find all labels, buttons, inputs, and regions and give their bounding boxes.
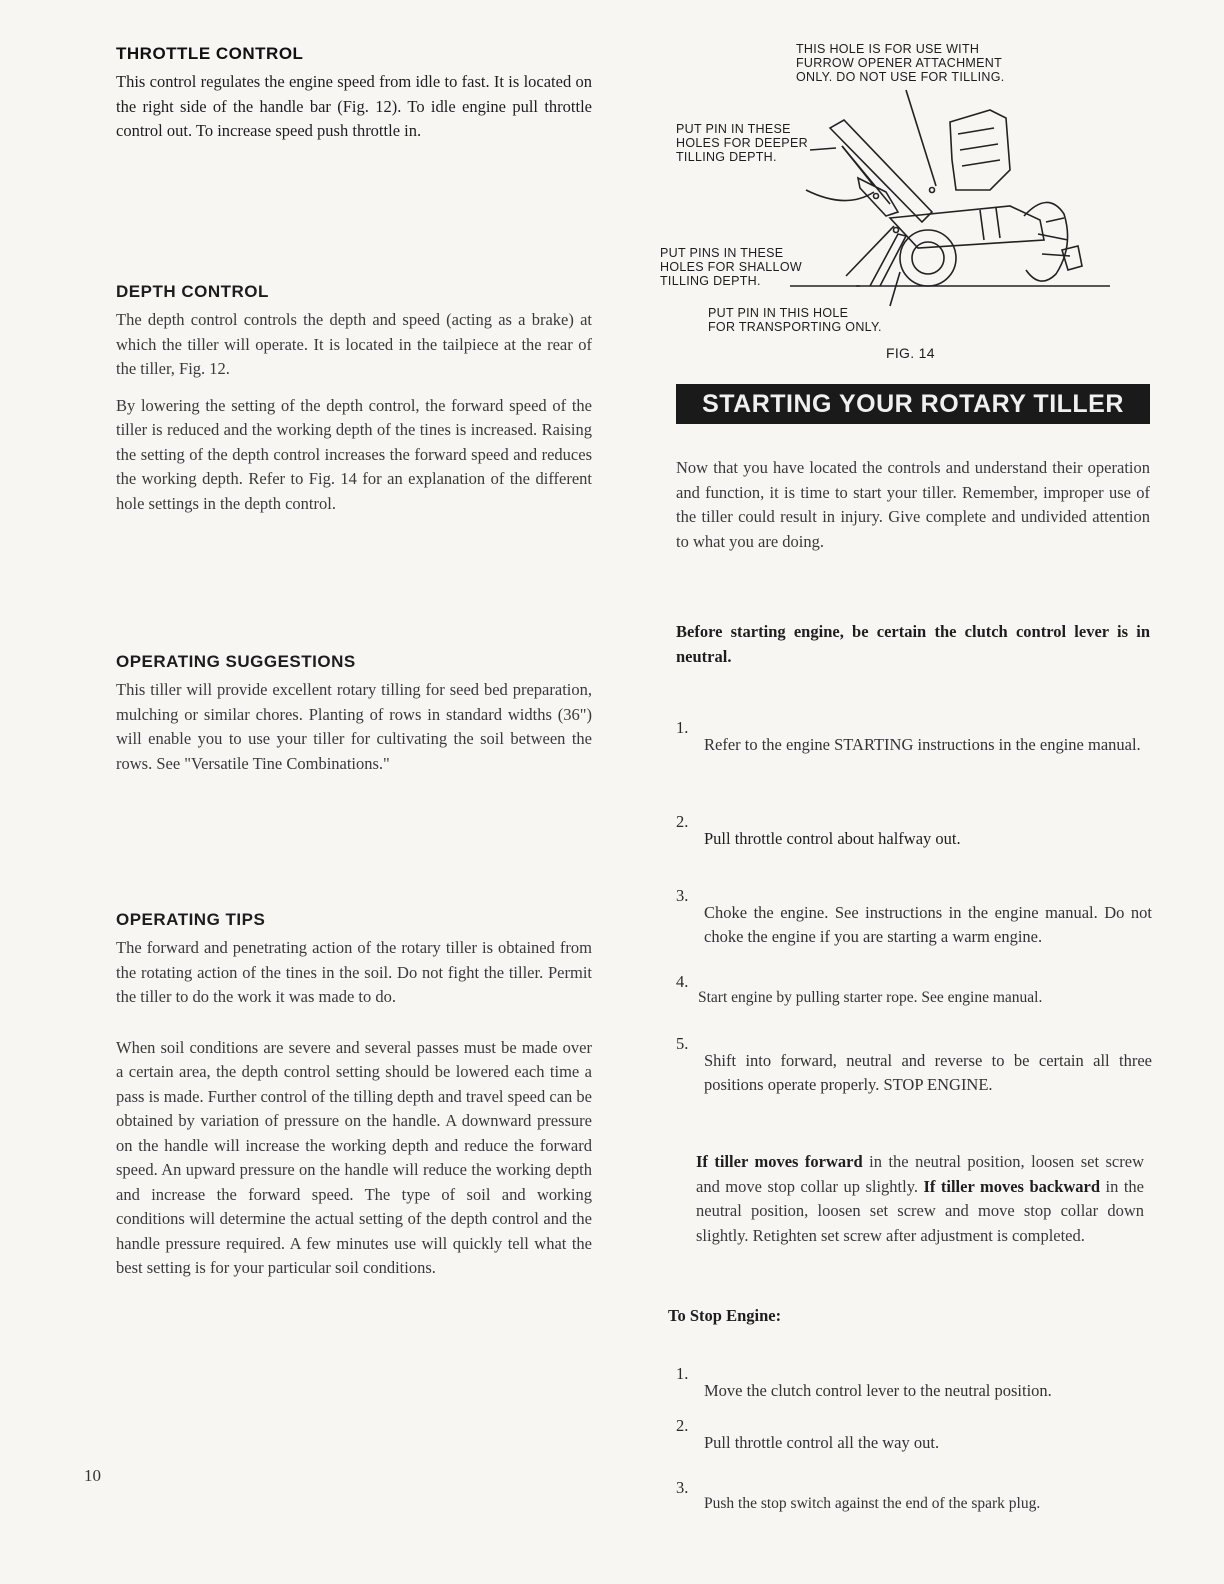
start-step-3 <box>676 884 1152 966</box>
throttle-heading: THROTTLE CONTROL <box>116 44 304 63</box>
suggestions-body: This tiller will provide excellent rotary tilling for seed bed preparation, mulching or similar chores. Planting of rows in standard widths (36") will enable you to use your tiller for cultivating the soil between the rows. See "Versatile Tine Combinations." <box>116 680 592 773</box>
tiller-drawing <box>660 40 1160 370</box>
callout-furrow-line-3: ONLY. DO NOT USE FOR TILLING. <box>796 70 1005 84</box>
callout-furrow-line-2: FURROW OPENER ATTACHMENT <box>796 56 1003 70</box>
figure-14 <box>660 40 1160 370</box>
tine-hood <box>1024 202 1068 281</box>
start-step-2-number: 2. <box>676 812 689 831</box>
stop-step-1 <box>676 1362 1152 1420</box>
pin-hole-furrow <box>930 188 935 193</box>
starting-intro <box>676 456 1150 554</box>
adjust-forward-text: in the neutral position, loosen set screw and move stop collar up slightly. <box>696 1152 1144 1196</box>
stop-step-2 <box>676 1414 1152 1472</box>
stop-heading-block <box>668 1304 1148 1329</box>
throttle-body: This control regulates the engine speed from idle to fast. It is located on the right side of the handle bar (Fig. 12). To idle engine pull throttle control out. To increase speed push throttle in. <box>116 72 592 140</box>
callout-shallow-line-1: PUT PINS IN THESE <box>660 246 784 260</box>
suggestions-section <box>116 652 592 776</box>
stop-step-3 <box>676 1476 1152 1532</box>
callout-shallow-line-2: HOLES FOR SHALLOW <box>660 260 802 274</box>
wheel-outer <box>900 230 956 286</box>
start-step-2 <box>676 810 1152 868</box>
adjust-backward-text: in the neutral position, loosen set screw and move stop collar down slightly. Retighten set screw after adjustment is completed. <box>696 1176 1145 1245</box>
leader-furrow <box>906 90 936 186</box>
start-step-4-text: Start engine by pulling starter rope. See engine manual. <box>698 988 1043 1006</box>
warning-block <box>676 620 1150 669</box>
warning-text: Before starting engine, be certain the clutch control lever is in neutral. <box>676 622 1150 666</box>
leader-shallow <box>846 226 894 276</box>
stop-step-1-number: 1. <box>676 1364 689 1383</box>
start-step-1 <box>676 716 1152 774</box>
stop-step-1-text: Move the clutch control lever to the neutral position. <box>704 1380 1052 1400</box>
engine-block <box>950 110 1010 190</box>
stop-step-2-number: 2. <box>676 1416 689 1435</box>
start-step-5-number: 5. <box>676 1034 689 1053</box>
callout-deeper-line-1: PUT PIN IN THESE <box>676 122 791 136</box>
figure-caption-text: FIG. 14 <box>886 345 935 361</box>
adjust-forward-lead: If tiller moves forward <box>696 1152 863 1171</box>
tips-paragraph-2: When soil conditions are severe and several passes must be made over a certain area, the depth control setting should be lowered each time a pass is made. Further control of the tilling depth and travel speed can be obtained by variation of pressure on the handle. A downward pressure on the handle will increase the working depth and reduce the forward speed. An upward pressure on the handle will reduce the working depth and increase the forward speed. The type of soil and working conditions will determine the actual setting of the depth control and the handle pressure required. A few minutes use will quickly tell what the best setting is for your particular soil conditions. <box>116 1037 592 1277</box>
start-step-1-number: 1. <box>676 718 689 737</box>
stop-step-3-text: Push the stop switch against the end of the spark plug. <box>704 1494 1041 1512</box>
tips-section <box>116 910 592 1281</box>
start-step-4 <box>676 970 1152 1026</box>
pin-hole-deeper <box>874 194 879 199</box>
start-step-3-text: Choke the engine. See instructions in the engine manual. Do not choke the engine if you are starting a warm engine. <box>704 902 1152 946</box>
callout-transport-line-2: FOR TRANSPORTING ONLY. <box>708 320 882 334</box>
callout-deeper-line-2: HOLES FOR DEEPER <box>676 136 808 150</box>
start-step-5 <box>676 1032 1152 1114</box>
throttle-section <box>116 44 592 144</box>
leader-transport <box>890 272 900 306</box>
start-step-3-number: 3. <box>676 886 689 905</box>
adjust-backward-lead: If tiller moves backward <box>923 1176 1101 1196</box>
stop-heading: To Stop Engine: <box>668 1306 782 1325</box>
engine-fins <box>958 128 1000 166</box>
callout-deeper-line-3: TILLING DEPTH. <box>676 150 777 164</box>
start-step-2-text: Pull throttle control about halfway out. <box>704 828 961 848</box>
chassis-ribs <box>980 208 1000 240</box>
starting-intro-text: Now that you have located the controls and understand their operation and function, it is time to start your tiller. Remember, improper use of the tiller could result in injury. Give complete and undivided attention to what you are doing. <box>676 458 1150 551</box>
adjustment-text <box>696 1150 1144 1248</box>
suggestions-heading: OPERATING SUGGESTIONS <box>116 652 356 671</box>
tine-shield <box>1062 246 1082 270</box>
stop-step-3-number: 3. <box>676 1478 689 1497</box>
callout-furrow-line-1: THIS HOLE IS FOR USE WITH <box>796 42 980 56</box>
start-step-5-text: Shift into forward, neutral and reverse to be certain all three positions operate properly. STOP ENGINE. <box>704 1050 1152 1094</box>
depth-paragraph-1: The depth control controls the depth and speed (acting as a brake) at which the tiller will operate. It is located in the tailpiece at the rear of the tiller, Fig. 12. <box>116 310 592 378</box>
depth-heading: DEPTH CONTROL <box>116 282 269 301</box>
depth-section <box>116 282 592 516</box>
handle-bar <box>830 120 932 222</box>
callout-shallow-line-3: TILLING DEPTH. <box>660 274 761 288</box>
handle-stub <box>810 148 836 150</box>
tips-paragraph-1: The forward and penetrating action of the rotary tiller is obtained from the rotating action of the tines in the soil. Do not fight the tiller. Permit the tiller to do the work it was made to do. <box>116 938 592 1006</box>
pin-hole-shallow <box>894 228 899 233</box>
depth-paragraph-2: By lowering the setting of the depth control, the forward speed of the tiller is reduced and the working depth of the tines is increased. Raising the setting of the depth control increases the forward speed and reduces the working depth. Refer to Fig. 14 for an explanation of the different hole settings in the depth control. <box>116 395 592 513</box>
tips-heading: OPERATING TIPS <box>116 910 266 929</box>
stop-step-2-text: Pull throttle control all the way out. <box>704 1432 940 1452</box>
starting-banner: STARTING YOUR ROTARY TILLER <box>676 384 1150 424</box>
page-number: 10 <box>84 1466 101 1485</box>
start-step-1-text: Refer to the engine STARTING instructions in the engine manual. <box>704 734 1141 754</box>
callout-transport-line-1: PUT PIN IN THIS HOLE <box>708 306 849 320</box>
adjustment-note <box>696 1150 1144 1248</box>
start-step-4-number: 4. <box>676 972 689 991</box>
